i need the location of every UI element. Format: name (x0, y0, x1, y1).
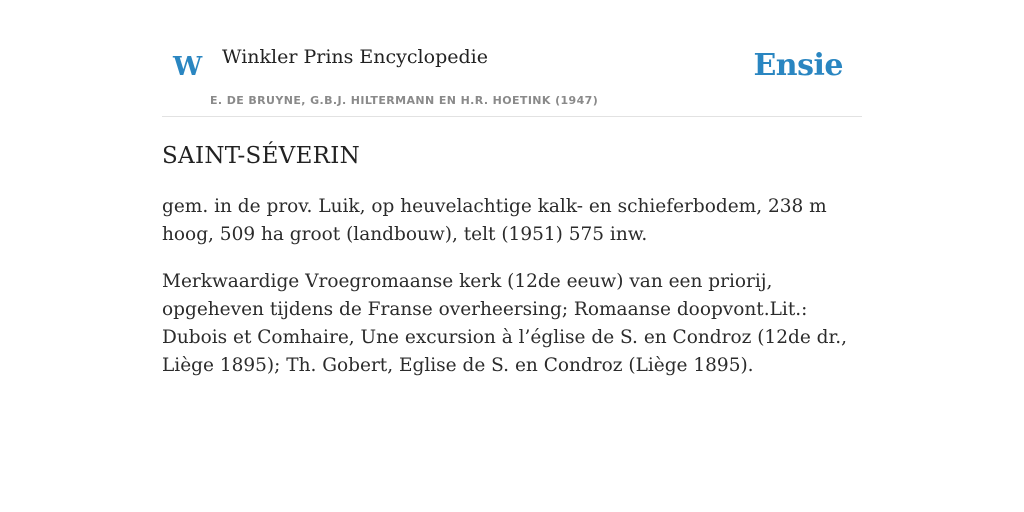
entry-paragraph: gem. in de prov. Luik, op heuvelachtige kalk- en schieferbodem, 238 m hoog, 509 ha groot (landbouw), telt (1951) 575 inw. (162, 196, 827, 245)
source-authors: E. DE BRUYNE, G.B.J. HILTERMANN EN H.R. HOETINK (1947) (210, 94, 599, 107)
entry-paragraph: Merkwaardige Vroegromaanse kerk (12de eeuw) van een priorij, opgeheven tijdens de Franse overheersing; Romaanse doopvont.Lit.: Dubois et Comhaire, Une excursion à l’église de S. en Condroz (12de dr., Liège 1895); Th. Gobert, Eglise de S. en Condroz (Liège 1895). (162, 271, 848, 376)
source-title[interactable]: Winkler Prins Encyclopedie (222, 46, 488, 68)
winkler-prins-logo-icon[interactable]: W (173, 52, 203, 82)
entry-title: SAINT-SÉVERIN (162, 143, 361, 169)
page (162, 0, 862, 380)
ensie-brand-link[interactable]: Ensie (753, 48, 843, 83)
source-header (162, 0, 862, 117)
